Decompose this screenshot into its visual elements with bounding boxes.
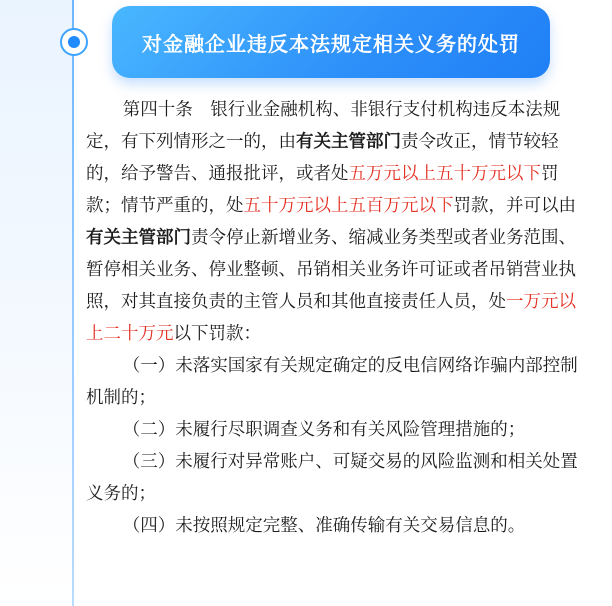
- article-text: 责令改正，情节较轻的，给予警告、通报批评，或者处: [86, 132, 559, 184]
- list-item: （四）未按照规定完整、准确传输有关交易信息的。: [122, 516, 526, 536]
- article-text: 第四十条 银行业金融机构、非银行支付机构违反本法规定，有下列情形之一的，由: [86, 100, 561, 152]
- article-text: 以下罚款：: [173, 324, 261, 344]
- list-item: （一）未落实国家有关规定确定的反电信网络诈骗内部控制机制的；: [86, 356, 578, 408]
- section-title: 对金融企业违反本法规定相关义务的处罚: [142, 31, 520, 56]
- target-dot-icon: [60, 28, 88, 56]
- article-bold-text: 有关主管部门: [86, 228, 191, 248]
- section-title-banner: [112, 6, 550, 78]
- article-body: [86, 94, 586, 542]
- article-bold-text: 有关主管部门: [296, 132, 401, 152]
- article-fine-amount: 一万元以上二十万元: [86, 292, 576, 344]
- list-item: （二）未履行尽职调查义务和有关风险管理措施的；: [122, 420, 526, 440]
- article-fine-amount: 五万元以上五十万元以下: [348, 164, 541, 184]
- article-text: 罚款；情节严重的，处: [86, 164, 559, 216]
- article-paragraph: [86, 94, 586, 350]
- article-text: 罚款，并可以由: [453, 196, 576, 216]
- article-fine-amount: 五十万元以上五百万元以下: [243, 196, 454, 216]
- list-item: （三）未履行对异常账户、可疑交易的风险监测和相关处置义务的；: [86, 452, 578, 504]
- article-text: 责令停止新增业务、缩减业务类型或者业务范围、暂停相关业务、停业整顿、吊销相关业务许可证或者吊销营业执照，对其直接负责的主管人员和其他直接责任人员，处: [86, 228, 576, 312]
- timeline-rail: [72, 0, 74, 606]
